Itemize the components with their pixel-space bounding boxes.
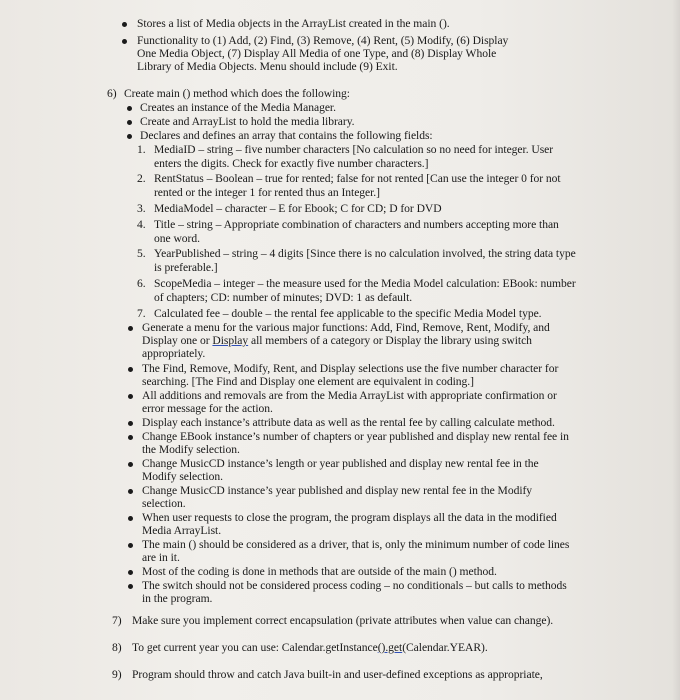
bullet-b2-line-2: error message for the action. [142, 402, 273, 415]
bullet-dot [128, 326, 133, 331]
field-1-line-2: enters the digits. Check for exactly five number characters.] [154, 157, 429, 170]
bullet-dot [122, 22, 127, 27]
bullet-dot [128, 421, 133, 426]
field-6-line-2: of chapters; CD: number of minutes; DVD: 1 as default. [154, 291, 413, 304]
bullet-dot [128, 584, 133, 589]
bullet-dot [128, 394, 133, 399]
bullet-b7-line-2: Media ArrayList. [142, 524, 222, 537]
field-2-line-2: rented or the integer 1 for rented thus an Integer.] [154, 186, 380, 199]
field-4-line-2: one word. [154, 232, 200, 245]
field-number: 1. [137, 143, 146, 156]
menu-bullet-line-2 [142, 334, 532, 347]
bullet-dot [128, 435, 133, 440]
field-4-line-1: Title – string – Appropriate combination of characters and numbers accepting more than [154, 218, 559, 231]
field-number: 6. [137, 277, 146, 290]
field-2-line-1: RentStatus – Boolean – true for rented; false for not rented [Can use the integer 0 for not [154, 172, 561, 185]
section-9-number: 9) [112, 668, 122, 681]
bullet-dot [127, 106, 132, 111]
section-7-text: Make sure you implement correct encapsulation (private attributes when value can change). [132, 614, 554, 627]
bullet-dot [128, 543, 133, 548]
top-bullet-2-line-3: Library of Media Objects. Menu should include (9) Exit. [137, 60, 398, 73]
top-bullet-1: Stores a list of Media objects in the ArrayList created in the main (). [137, 17, 450, 30]
section-6-title: Create main () method which does the following: [124, 87, 350, 100]
bullet-b4-line-2: the Modify selection. [142, 443, 240, 456]
bullet-dot [127, 134, 132, 139]
bullet-dot [128, 570, 133, 575]
section-6-bullet-3: Declares and defines an array that contains the following fields: [140, 129, 433, 142]
bullet-dot [128, 462, 133, 467]
field-3-line-1: MediaModel – character – E for Ebook; C for CD; D for DVD [154, 202, 442, 215]
field-number: 5. [137, 247, 146, 260]
section-8-pre: To get current year you can use: Calendar.getInstance [132, 641, 378, 654]
bullet-dot [127, 120, 132, 125]
bullet-b4-line-1: Change EBook instance’s number of chapters or year published and display new rental fee in [142, 430, 569, 443]
field-5-line-1: YearPublished – string – 4 digits [Since there is no calculation involved, the string data type [154, 247, 576, 260]
section-6-bullet-1: Creates an instance of the Media Manager. [140, 101, 336, 114]
bullet-b8-line-1: The main () should be considered as a driver, that is, only the minimum number of code lines [142, 538, 570, 551]
bullet-dot [122, 39, 127, 44]
bullet-b8-line-2: are in it. [142, 551, 180, 564]
get-link[interactable]: ().get [377, 641, 403, 654]
bullet-b7-line-1: When user requests to close the program, the program displays all the data in the modified [142, 511, 557, 524]
section-7-number: 7) [112, 614, 122, 627]
field-6-line-1: ScopeMedia – integer – the measure used for the Media Model calculation: EBook: number [154, 277, 576, 290]
section-6-bullet-2: Create and ArrayList to hold the media library. [140, 115, 355, 128]
menu-bullet-line-2-post: all members of a category or Display the library using switch [248, 334, 532, 347]
field-7-line-1: Calculated fee – double – the rental fee applicable to the specific Media Model type. [154, 307, 542, 320]
field-number: 3. [137, 202, 146, 215]
field-number: 4. [137, 218, 146, 231]
field-5-line-2: is preferable.] [154, 261, 218, 274]
menu-bullet-line-2-pre: Display one or [142, 334, 213, 347]
bullet-b1-line-1: The Find, Remove, Modify, Rent, and Display selections use the five number character for [142, 362, 559, 375]
menu-bullet-line-3: appropriately. [142, 347, 206, 360]
bullet-b5-line-2: Modify selection. [142, 470, 223, 483]
section-8-text [132, 641, 488, 654]
menu-bullet-line-1: Generate a menu for the various major functions: Add, Find, Remove, Rent, Modify, and [142, 321, 550, 334]
bullet-b9-line-1: Most of the coding is done in methods that are outside of the main () method. [142, 565, 497, 578]
section-8-number: 8) [112, 641, 122, 654]
field-number: 7. [137, 307, 146, 320]
bullet-dot [128, 367, 133, 372]
top-bullet-2-line-1: Functionality to (1) Add, (2) Find, (3) Remove, (4) Rent, (5) Modify, (6) Display [137, 34, 509, 47]
section-6-number: 6) [107, 87, 117, 100]
display-link[interactable]: Display [212, 334, 249, 347]
bullet-b3-line-1: Display each instance’s attribute data as well as the rental fee by calling calculate method. [142, 416, 555, 429]
bullet-b6-line-2: selection. [142, 497, 186, 510]
page-edge-shadow [672, 0, 680, 700]
top-bullet-2-line-2: One Media Object, (7) Display All Media of one Type, and (8) Display Whole [137, 47, 497, 60]
bullet-dot [128, 516, 133, 521]
bullet-b5-line-1: Change MusicCD instance’s length or year published and display new rental fee in the [142, 457, 539, 470]
bullet-dot [128, 489, 133, 494]
section-8-post: (Calendar.YEAR). [402, 641, 488, 654]
bullet-b1-line-2: searching. [The Find and Display one element are equivalent in coding.] [142, 375, 474, 388]
section-9-text: Program should throw and catch Java built-in and user-defined exceptions as appropriate, [132, 668, 543, 681]
bullet-b10-line-1: The switch should not be considered process coding – no conditionals – but calls to methods [142, 579, 567, 592]
bullet-b2-line-1: All additions and removals are from the Media ArrayList with appropriate confirmation or [142, 389, 557, 402]
bullet-b6-line-1: Change MusicCD instance’s year published and display new rental fee in the Modify [142, 484, 533, 497]
field-1-line-1: MediaID – string – five number characters [No calculation so no need for integer. User [154, 143, 554, 156]
bullet-b10-line-2: in the program. [142, 592, 213, 605]
field-number: 2. [137, 172, 146, 185]
